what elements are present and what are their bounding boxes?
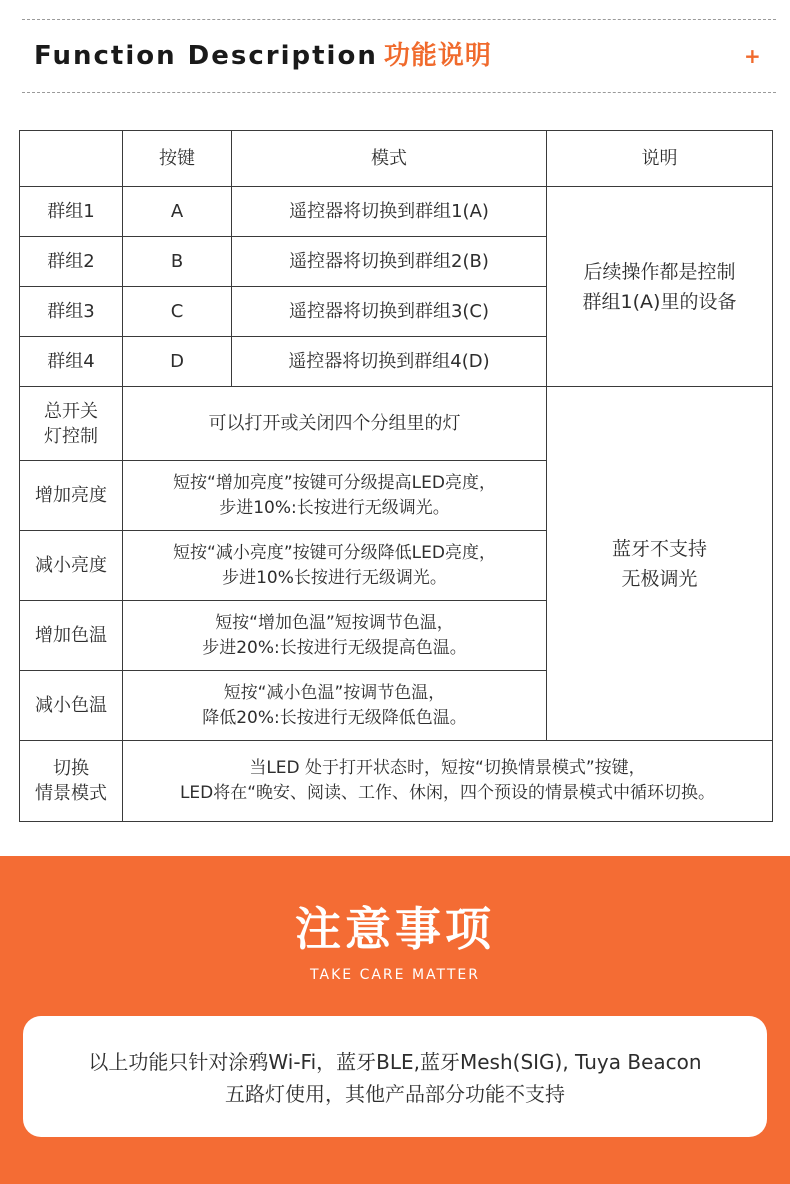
- adjust-text-line: 降低20%:长按进行无级降低色温。: [202, 707, 467, 728]
- adjust-text-cell: [123, 601, 547, 671]
- adjust-text-cell: [123, 671, 547, 741]
- section-header: [0, 0, 790, 115]
- adjust-text-line: 短按“减小亮度”按键可分级降低LED亮度，: [173, 542, 496, 563]
- adjust-text-cell: [123, 531, 547, 601]
- adjust-name: 减小色温: [20, 671, 123, 741]
- group-desc-line: 群组1(A)里的设备: [582, 290, 737, 313]
- group-name: 群组3: [20, 287, 123, 337]
- function-table: [19, 130, 773, 822]
- scene-text-line: 当LED 处于打开状态时，短按“切换情景模式”按键，: [249, 758, 646, 778]
- scene-name-line: 情景模式: [35, 783, 107, 804]
- adjust-desc-line: 无极调光: [621, 567, 698, 590]
- group-key: D: [123, 337, 232, 387]
- adjust-text-cell: [123, 461, 547, 531]
- adjust-name: 增加色温: [20, 601, 123, 671]
- group-key: B: [123, 237, 232, 287]
- header-cell-empty: [20, 131, 123, 187]
- care-text-line: 以上功能只针对涂鸦Wi-Fi，蓝牙BLE,蓝牙Mesh(SIG), Tuya Beacon: [88, 1050, 702, 1074]
- group-name: 群组4: [20, 337, 123, 387]
- table-row-scene: [20, 741, 773, 822]
- group-name: 群组1: [20, 187, 123, 237]
- master-name-cell: [20, 387, 123, 461]
- expand-plus-icon[interactable]: +: [744, 44, 761, 68]
- header-cell-mode: 模式: [232, 131, 547, 187]
- adjust-text-line: 短按“减小色温”按调节色温，: [223, 682, 446, 703]
- page-title: [34, 38, 492, 74]
- dashed-divider-top: [22, 19, 776, 20]
- group-mode: 遥控器将切换到群组3(C): [232, 287, 547, 337]
- group-mode: 遥控器将切换到群组1(A): [232, 187, 547, 237]
- title-english: Function Description: [34, 41, 378, 71]
- care-title: 注意事项: [295, 902, 495, 956]
- group-name: 群组2: [20, 237, 123, 287]
- group-mode: 遥控器将切换到群组4(D): [232, 337, 547, 387]
- care-text-line: 五路灯使用，其他产品部分功能不支持: [225, 1082, 565, 1106]
- adjust-text-line: 短按“增加色温”短按调节色温，: [215, 612, 454, 633]
- header-cell-desc: 说明: [547, 131, 773, 187]
- master-name-line: 灯控制: [44, 425, 98, 447]
- scene-text-cell: [123, 741, 773, 822]
- adjust-text-line: 步进10%:长按进行无级调光。: [219, 497, 450, 518]
- care-section: [0, 856, 790, 1184]
- group-mode: 遥控器将切换到群组2(B): [232, 237, 547, 287]
- dashed-divider-bottom: [22, 92, 776, 93]
- header-cell-key: 按键: [123, 131, 232, 187]
- group-desc-cell: [547, 187, 773, 387]
- adjust-text-line: 步进20%:长按进行无级提高色温。: [202, 637, 467, 658]
- care-subtitle: TAKE CARE MATTER: [310, 967, 480, 983]
- adjust-text-line: 短按“增加亮度”按键可分级提高LED亮度，: [173, 472, 496, 493]
- scene-name-line: 切换: [53, 758, 89, 779]
- scene-text-line: LED将在“晚安、阅读、工作、休闲，四个预设的情景模式中循环切换。: [179, 783, 716, 803]
- adjust-name: 增加亮度: [20, 461, 123, 531]
- adjust-desc-line: 蓝牙不支持: [611, 537, 707, 560]
- table-row-master: [20, 387, 773, 461]
- care-text: [23, 1046, 767, 1110]
- adjust-desc-cell: [547, 387, 773, 741]
- group-key: C: [123, 287, 232, 337]
- table-row-group1: [20, 187, 773, 237]
- group-desc-line: 后续操作都是控制: [583, 260, 736, 283]
- master-name-line: 总开关: [44, 400, 98, 422]
- table-header-row: [20, 131, 773, 187]
- adjust-text-line: 步进10%长按进行无级调光。: [222, 567, 447, 588]
- group-key: A: [123, 187, 232, 237]
- title-chinese: 功能说明: [383, 41, 492, 71]
- master-mode: 可以打开或关闭四个分组里的灯: [123, 387, 547, 461]
- scene-name-cell: [20, 741, 123, 822]
- care-card: [23, 1016, 767, 1137]
- adjust-name: 减小亮度: [20, 531, 123, 601]
